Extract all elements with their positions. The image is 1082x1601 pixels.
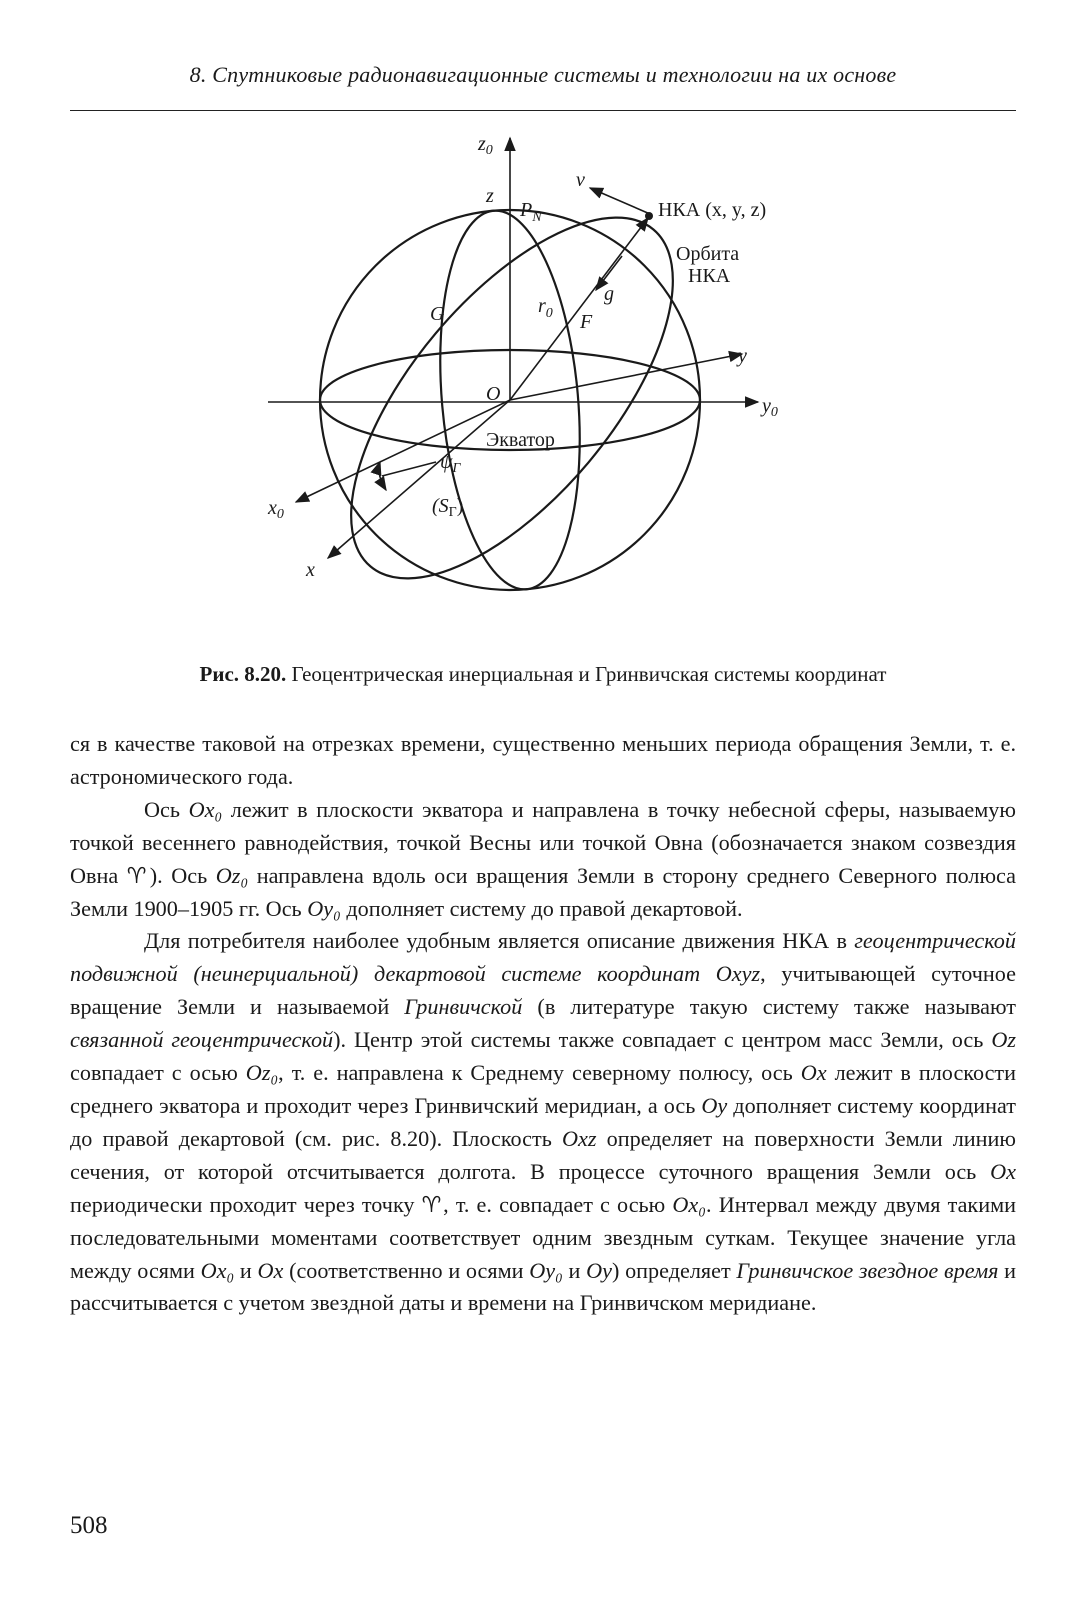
paragraph-1: ся в качестве таковой на отрезках времени, существенно меньших периода обращения Земли, т. е. астрономического года. <box>70 731 1016 789</box>
s-label: $(S_Г)$ <box>432 495 464 520</box>
satellite-point <box>645 212 653 220</box>
figure-caption <box>70 662 1016 687</box>
body-text <box>70 728 1016 1320</box>
running-head: 8. Спутниковые радионавигационные системы и технологии на их основе <box>189 62 897 87</box>
caption-number: Рис. 8.20. <box>199 662 287 686</box>
z0-label: $z_0$ <box>478 133 493 158</box>
header-rule <box>70 110 1016 111</box>
figure-8-20 <box>250 130 820 630</box>
v-label: v <box>576 169 585 191</box>
origin-label: O <box>486 383 501 405</box>
page-number: 508 <box>70 1512 108 1539</box>
g-meridian-label: G <box>430 303 445 325</box>
z-label: z <box>486 185 494 207</box>
nka-label: НКА (x, y, z) <box>658 199 767 221</box>
x0-label: $x_0$ <box>268 497 284 522</box>
radius-vector <box>510 218 648 400</box>
pn-label: $P_N$ <box>520 199 542 225</box>
psi-label: $\psi_Г$ <box>440 451 461 476</box>
coordinate-systems-diagram <box>250 130 820 630</box>
g-label: g <box>604 283 614 305</box>
paragraph-3: Для потребителя наиболее удобным является описание движения НКА в геоцентрической подвижной (неинерциальной) декартовой системе координат Oxyz, учитывающей суточное вращение Земли и называемой Гринвичской (в литературе такую систему также называют связанной геоцентрической). Центр этой системы также совпадает с центром масс Земли, ось Oz совпадает с осью Oz₀, т. е. направлена к Среднему северному полюсу, ось Ox лежит в плоскости среднего экватора и проходит через Гринвичский меридиан, а ось Oy дополняет систему координат до правой декартовой (см. рис. 8.20). Плоскость Oxz определяет на поверхности Земли линию сечения, от которой отсчитывается долгота. В процессе суточного вращения Земли ось Ox периодически проходит через точку ♈︎, т. е. совпадает с осью Ox₀. Интервал между двумя такими последовательными моментами соответствует одним звездным суткам. Текущее значение угла между осями Ox₀ и Ox (соответственно и осями Oy₀ и Oy) определяет Гринвичское звездное время и рассчитывается с учетом звездной даты и времени на Гринвичском меридиане. <box>70 928 1017 1316</box>
r0-label: $r_0$ <box>538 295 553 321</box>
orbit-label-line2: НКА <box>688 265 731 287</box>
velocity-arrow <box>590 188 650 214</box>
equator-label: Экватор <box>486 429 555 451</box>
caption-text: Геоцентрическая инерциальная и Гринвичская системы координат <box>286 662 887 686</box>
psi-leader-line <box>382 462 436 476</box>
paragraph-2: Ось Ox₀ лежит в плоскости экватора и направлена в точку небесной сферы, называемую точкой весеннего равнодействия, точкой Весны или точкой Овна (обозначается знаком созвездия Овна ♈︎). Ось Oz₀ направлена вдоль оси вращения Земли в сторону среднего Северного полюса Земли 1900–1905 гг. Ось Oy₀ дополняет систему до правой декартовой. <box>70 796 1016 921</box>
x-label: x <box>306 559 315 581</box>
f-label: F <box>580 311 593 333</box>
orbit-label-line1: Орбита <box>676 243 740 265</box>
y0-label: $y_0$ <box>762 395 778 420</box>
y-label: y <box>738 345 747 367</box>
